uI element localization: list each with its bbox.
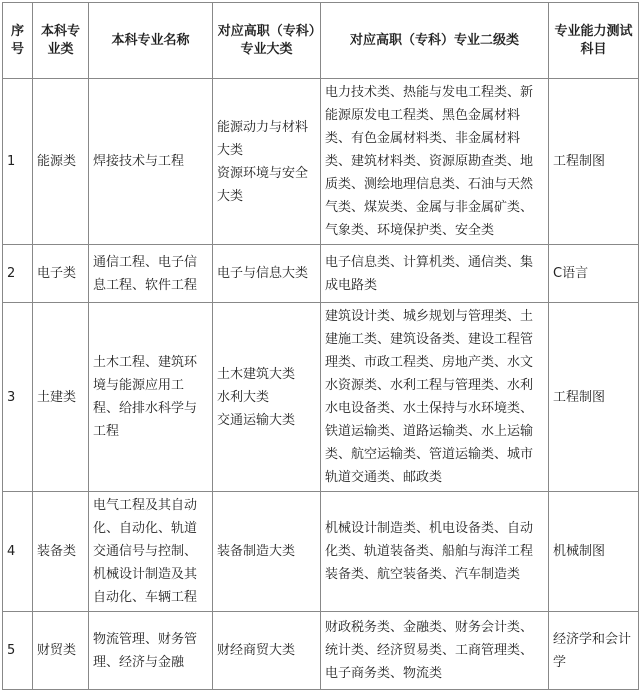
row-vocational-sub-categories: 机械设计制造类、机电设备类、自动化类、轨道装备类、船舶与海洋工程装备类、航空装备类、汽车制造类 [321, 492, 549, 612]
table-row [3, 79, 639, 245]
header-majors: 本科专业名称 [89, 3, 213, 79]
row-vocational-sub-categories: 电子信息类、计算机类、通信类、集成电路类 [321, 245, 549, 303]
row-vocational-sub-categories: 财政税务类、金融类、财务会计类、统计类、经济贸易类、工商管理类、电子商务类、物流类 [321, 612, 549, 690]
row-category: 土建类 [33, 303, 89, 492]
header-test-subject: 专业能力测试科目 [549, 3, 639, 79]
row-majors: 物流管理、财务管理、经济与金融 [89, 612, 213, 690]
header-category: 本科专业类 [33, 3, 89, 79]
row-vocational-major-category: 能源动力与材料大类 资源环境与安全大类 [213, 79, 321, 245]
admission-table [2, 2, 639, 690]
row-test-subject: C语言 [549, 245, 639, 303]
row-category: 装备类 [33, 492, 89, 612]
row-number: 1 [3, 79, 33, 245]
header-vocational-major-category: 对应高职（专科）专业大类 [213, 3, 321, 79]
table-row [3, 492, 639, 612]
row-number: 5 [3, 612, 33, 690]
row-vocational-major-category: 财经商贸大类 [213, 612, 321, 690]
row-number: 4 [3, 492, 33, 612]
row-category: 财贸类 [33, 612, 89, 690]
row-vocational-major-category: 土木建筑大类 水利大类 交通运输大类 [213, 303, 321, 492]
row-majors: 土木工程、建筑环境与能源应用工程、给排水科学与工程 [89, 303, 213, 492]
table-row [3, 245, 639, 303]
row-test-subject: 机械制图 [549, 492, 639, 612]
row-vocational-major-category: 电子与信息大类 [213, 245, 321, 303]
row-majors: 通信工程、电子信息工程、软件工程 [89, 245, 213, 303]
table-row [3, 612, 639, 690]
row-test-subject: 工程制图 [549, 79, 639, 245]
row-number: 3 [3, 303, 33, 492]
row-category: 电子类 [33, 245, 89, 303]
row-test-subject: 工程制图 [549, 303, 639, 492]
table-row [3, 303, 639, 492]
row-category: 能源类 [33, 79, 89, 245]
row-vocational-major-category: 装备制造大类 [213, 492, 321, 612]
row-vocational-sub-categories: 电力技术类、热能与发电工程类、新能源原发电工程类、黑色金属材料类、有色金属材料类、非金属材料类、建筑材料类、资源原勘查类、地质类、测绘地理信息类、石油与天然气类、煤炭类、金属与非金属矿类、气象类、环境保护类、安全类 [321, 79, 549, 245]
row-majors: 焊接技术与工程 [89, 79, 213, 245]
row-majors: 电气工程及其自动化、自动化、轨道交通信号与控制、机械设计制造及其自动化、车辆工程 [89, 492, 213, 612]
header-no: 序号 [3, 3, 33, 79]
header-vocational-sub-categories: 对应高职（专科）专业二级类 [321, 3, 549, 79]
row-vocational-sub-categories: 建筑设计类、城乡规划与管理类、土建施工类、建筑设备类、建设工程管理类、市政工程类、房地产类、水文水资源类、水利工程与管理类、水利水电设备类、水土保持与水环境类、铁道运输类、道路运输类、水上运输类、航空运输类、管道运输类、城市轨道交通类、邮政类 [321, 303, 549, 492]
row-number: 2 [3, 245, 33, 303]
header-row [3, 3, 639, 79]
row-test-subject: 经济学和会计学 [549, 612, 639, 690]
